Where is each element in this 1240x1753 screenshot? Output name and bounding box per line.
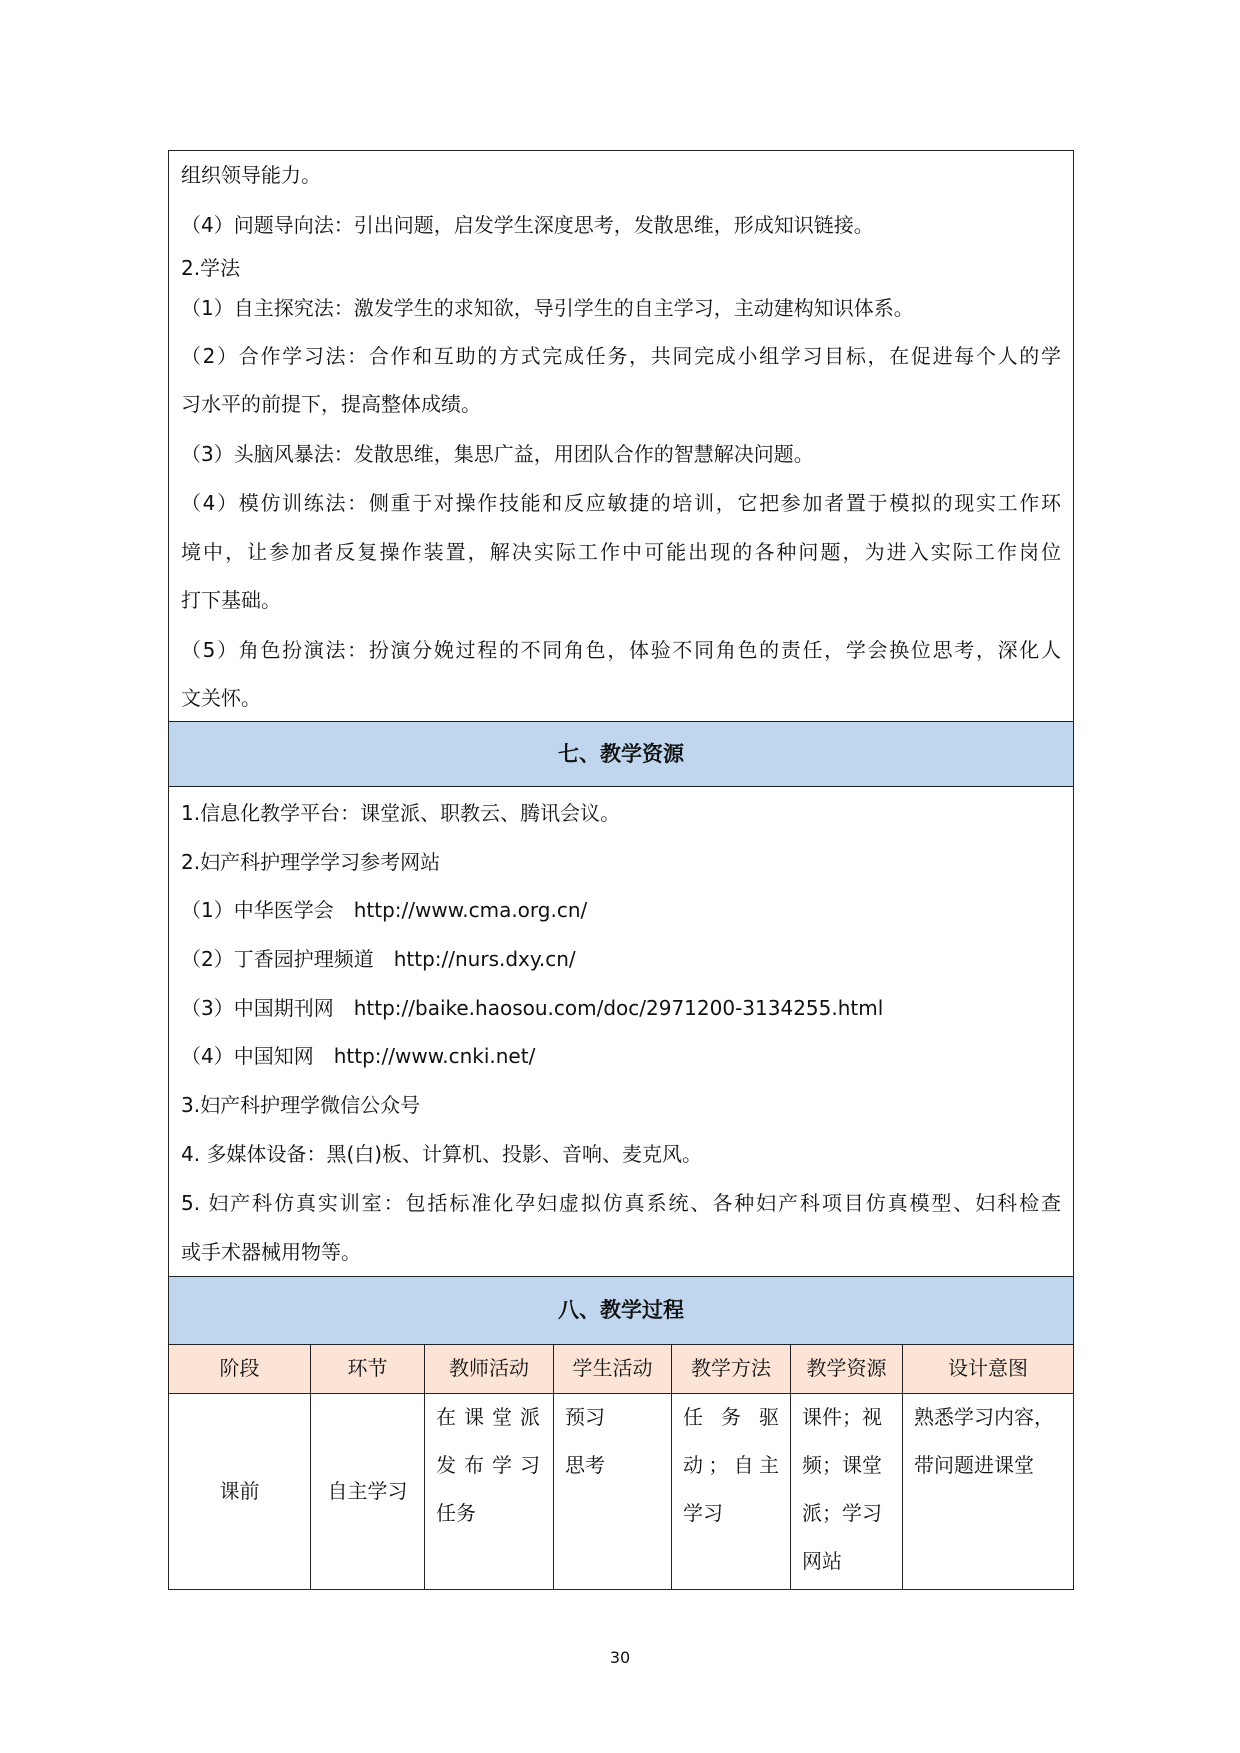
section-8-title: 八、教学过程 <box>169 1277 1073 1344</box>
header-teaching-resource: 教学资源 <box>806 1356 887 1380</box>
cell-method-line: 学习 <box>683 1501 723 1525</box>
resource-line: 5. 妇产科仿真实训室：包括标准化孕妇虚拟仿真系统、各种妇产科项目仿真模型、妇科检查 <box>181 1191 1061 1215</box>
cell-student-line: 思考 <box>565 1453 605 1477</box>
text-line: 习水平的前提下，提高整体成绩。 <box>181 392 481 416</box>
resource-line: （2）丁香园护理频道 http://nurs.dxy.cn/ <box>181 947 576 971</box>
resource-line: 1.信息化教学平台：课堂派、职教云、腾讯会议。 <box>181 801 621 825</box>
text-line: 境中，让参加者反复操作装置，解决实际工作中可能出现的各种问题，为进入实际工作岗位 <box>181 540 1061 564</box>
resource-line: 4. 多媒体设备：黑(白)板、计算机、投影、音响、麦克风。 <box>181 1142 703 1166</box>
section-7-title: 七、教学资源 <box>169 722 1073 786</box>
cell-method-line: 动；自主 <box>683 1453 779 1477</box>
cell-student-line: 预习 <box>565 1405 605 1429</box>
divider <box>168 1393 1074 1394</box>
text-line: 2.学法 <box>181 256 241 280</box>
header-design-intent: 设计意图 <box>948 1356 1028 1380</box>
cell-resource-line: 派；学习 <box>802 1501 882 1525</box>
text-line: （2）合作学习法：合作和互助的方式完成任务，共同完成小组学习目标，在促进每个人的学 <box>181 344 1061 368</box>
cell-intent-line: 带问题进课堂 <box>914 1453 1034 1477</box>
cell-resource-line: 频；课堂 <box>802 1453 882 1477</box>
header-step: 环节 <box>347 1356 388 1380</box>
text-line: 组织领导能力。 <box>181 163 321 187</box>
text-line: 文关怀。 <box>181 686 261 710</box>
resource-line: （4）中国知网 http://www.cnki.net/ <box>181 1044 536 1068</box>
cell-teacher-line: 任务 <box>436 1501 476 1525</box>
header-teaching-method: 教学方法 <box>691 1356 771 1380</box>
resource-line: （3）中国期刊网 http://baike.haosou.com/doc/2971200-3134255.html <box>181 996 884 1020</box>
text-line: （4）模仿训练法：侧重于对操作技能和反应敏捷的培训，它把参加者置于模拟的现实工作环 <box>181 491 1061 515</box>
header-teacher-activity: 教师活动 <box>449 1356 529 1380</box>
resource-line: （1）中华医学会 http://www.cma.org.cn/ <box>181 898 588 922</box>
cell-step: 自主学习 <box>327 1479 408 1503</box>
resource-line: 或手术器械用物等。 <box>181 1240 361 1264</box>
text-line: （1）自主探究法：激发学生的求知欲，导引学生的自主学习，主动建构知识体系。 <box>181 296 914 320</box>
cell-teacher-line: 发布学习 <box>436 1453 540 1477</box>
cell-resource-line: 网站 <box>802 1549 842 1573</box>
cell-resource-line: 课件；视 <box>802 1405 882 1429</box>
header-student-activity: 学生活动 <box>572 1356 653 1380</box>
text-line: （3）头脑风暴法：发散思维，集思广益，用团队合作的智慧解决问题。 <box>181 442 814 466</box>
cell-method-line: 任务驱 <box>683 1405 779 1429</box>
resource-line: 2.妇产科护理学学习参考网站 <box>181 850 441 874</box>
header-stage: 阶段 <box>219 1356 260 1380</box>
resource-line: 3.妇产科护理学微信公众号 <box>181 1093 421 1117</box>
cell-intent-line: 熟悉学习内容， <box>914 1405 1054 1429</box>
cell-teacher-line: 在课堂派 <box>436 1405 540 1429</box>
divider <box>168 786 1074 787</box>
text-line: （5）角色扮演法：扮演分娩过程的不同角色，体验不同角色的责任，学会换位思考，深化人 <box>181 638 1061 662</box>
text-line: （4）问题导向法：引出问题，启发学生深度思考，发散思维，形成知识链接。 <box>181 213 874 237</box>
cell-stage: 课前 <box>219 1479 260 1503</box>
text-line: 打下基础。 <box>181 588 281 612</box>
page-number: 30 <box>609 1648 631 1667</box>
